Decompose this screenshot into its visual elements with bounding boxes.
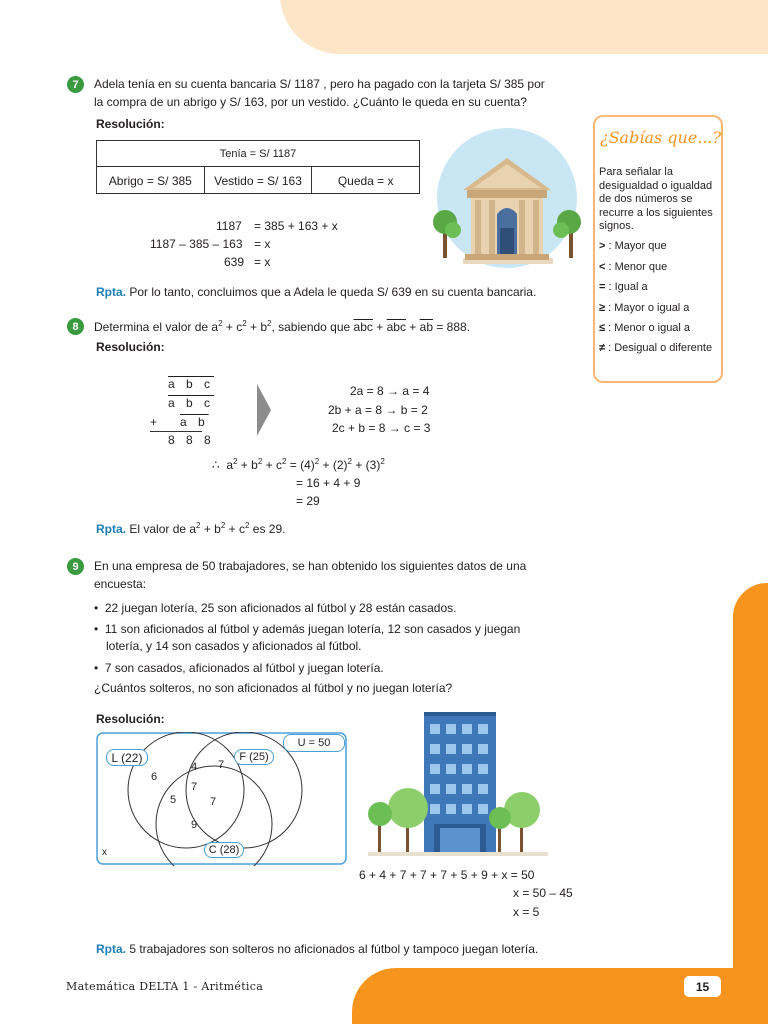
sabias-que-title: ¿Sabías que...? <box>600 128 722 147</box>
venn-set-L-label: L (22) <box>106 749 148 766</box>
problem-8-badge: 8 <box>67 318 84 335</box>
p7-eq2-left: 1187 – 385 – 163 <box>150 237 243 251</box>
problem-7-table <box>96 140 420 194</box>
sum-plus: + <box>150 415 162 429</box>
office-building-illustration <box>368 712 548 858</box>
venn-universe-label: U = 50 <box>283 734 345 752</box>
sabias-item-menor-igual: ≤ : Menor o igual a <box>599 322 691 334</box>
problem-9-line-2: encuesta: <box>94 577 147 591</box>
p8-rpta: Rpta. El valor de $a^2 + b^2 + c^2$ es 29. <box>96 521 286 536</box>
p7-rpta-label: Rpta. <box>96 285 126 299</box>
p8-result-2: 2b + a = 8 → b = 2 <box>328 403 428 417</box>
p7-eq1-left: 1187 <box>216 219 242 233</box>
sum-line <box>150 431 202 432</box>
table-cell-queda: Queda = x <box>337 173 394 188</box>
problem-9-resolucion: Resolución: <box>96 712 165 726</box>
venn-set-F-label: F (25) <box>234 749 274 765</box>
venn-region-LFC: 7 <box>191 781 198 793</box>
problem-8-resolucion: Resolución: <box>96 340 165 354</box>
problem-7-line-1: Adela tenía en su cuenta bancaria S/ 1187 , pero ha pagado con la tarjeta S/ 385 por <box>94 77 545 91</box>
p8-result-1: 2a = 8 → a = 4 <box>350 384 430 398</box>
p7-eq1-right: = 385 + 163 + x <box>254 219 338 233</box>
p7-rpta <box>96 284 536 302</box>
venn-region-LF: 4 <box>191 761 198 773</box>
problem-8-statement: Determina el valor de $a^2 + c^2 + b^2$, sabiendo que $\overline{abc} + \overline{abc} + \overline{ab} = 888$. <box>94 319 471 334</box>
p8-final-2: = 16 + 4 + 9 <box>296 476 361 490</box>
problem-9-badge: 9 <box>67 558 84 575</box>
bullet-3: • 7 son casados, aficionados al fútbol y juegan lotería. <box>94 661 384 675</box>
sabias-que-intro: Para señalar la desigualdad o igualdad de dos números se recurre a los siguientes signos. <box>599 166 713 232</box>
table-cell-vestido: Vestido = S/ 163 <box>205 167 313 194</box>
sabias-item-igual: = : Igual a <box>599 281 648 293</box>
problem-9-line-1: En una empresa de 50 trabajadores, se han obtenido los siguientes datos de una <box>94 559 527 573</box>
p9-eq-3: x = 5 <box>513 905 540 919</box>
p9-rpta: Rpta. 5 trabajadores son solteros no aficionados al fútbol y tampoco juegan lotería. <box>96 942 539 956</box>
bullet-1: • 22 juegan lotería, 25 son aficionados al fútbol y 28 están casados. <box>94 601 457 615</box>
sabias-item-menor: < : Menor que <box>599 261 668 273</box>
venn-region-FC: 7 <box>210 796 217 808</box>
p7-eq2-right: = x <box>254 237 271 251</box>
venn-region-LC: 5 <box>170 794 177 806</box>
right-orange-band <box>733 583 768 1024</box>
venn-region-C-only: 9 <box>191 819 198 831</box>
p8-final-3: = 29 <box>296 494 320 508</box>
bullet-2-cont: lotería, y 14 son casados y aficionados al fútbol. <box>106 639 362 653</box>
sum-total: 8 8 8 <box>168 433 215 447</box>
p9-eq-2: x = 50 – 45 <box>513 886 573 900</box>
sabias-item-mayor-igual: ≥ : Mayor o igual a <box>599 302 690 314</box>
sabias-item-diferente: ≠ : Desigual o diferente <box>599 342 713 354</box>
problem-9-question: ¿Cuántos solteros, no son aficionados al fútbol y no juegan lotería? <box>94 681 453 695</box>
venn-set-C-label: C (28) <box>204 842 244 858</box>
p7-eq3-right: = x <box>254 255 271 269</box>
table-cell-abrigo: Abrigo = S/ 385 <box>97 167 205 194</box>
p8-result-3: 2c + b = 8 → c = 3 <box>332 421 431 435</box>
sum-row-2: a b c <box>168 396 215 410</box>
venn-region-F-only: 7 <box>218 759 225 771</box>
top-decoration <box>280 0 768 54</box>
p7-eq3-left: 639 <box>224 255 245 269</box>
p7-rpta-text: Por lo tanto, concluimos que a Adela le queda S/ 639 en su cuenta bancaria. <box>129 285 537 299</box>
p9-eq-1: 6 + 4 + 7 + 7 + 7 + 5 + 9 + x = 50 <box>359 868 535 882</box>
sabias-item-mayor: > : Mayor que <box>599 240 667 252</box>
footer-book-title: Matemática DELTA 1 - Aritmética <box>66 980 264 993</box>
venn-region-outside: x <box>102 847 107 858</box>
sum-row-1: a b c <box>168 377 215 391</box>
table-header-cell: Tenía = S/ 1187 <box>97 141 419 167</box>
sum-row-3: a b <box>180 415 209 429</box>
p8-final-1: ∴ $a^2 + b^2 + c^2 = (4)^2 + (2)^2 + (3)^2$ <box>212 457 385 472</box>
problem-7-line-2: la compra de un abrigo y S/ 163, por un vestido. ¿Cuánto le queda en su cuenta? <box>94 95 527 109</box>
bank-building-illustration <box>433 128 583 270</box>
arrow-right-icon <box>255 384 273 436</box>
venn-region-L-only: 6 <box>151 771 158 783</box>
bullet-2: • 11 son aficionados al fútbol y además juegan lotería, 12 son casados y juegan <box>94 622 521 636</box>
problem-7-badge: 7 <box>67 76 84 93</box>
problem-7-resolucion: Resolución: <box>96 117 165 131</box>
page-number: 15 <box>684 976 721 997</box>
